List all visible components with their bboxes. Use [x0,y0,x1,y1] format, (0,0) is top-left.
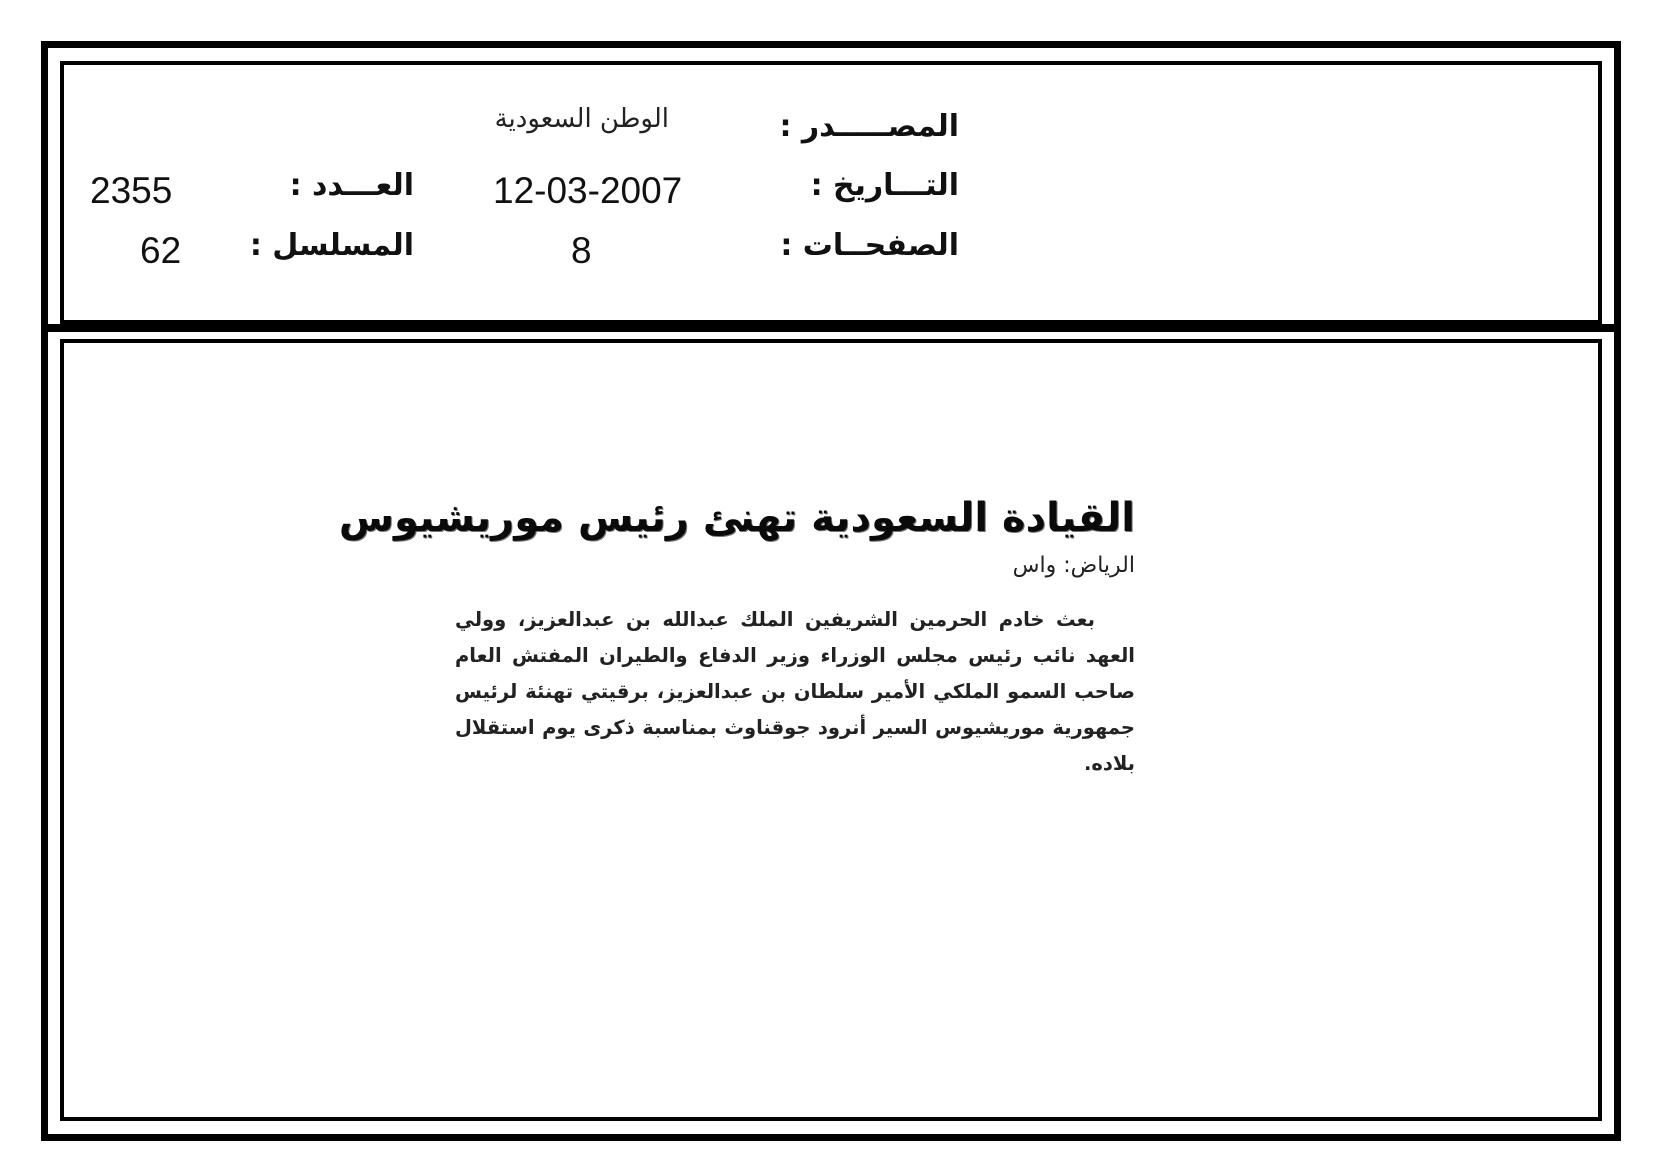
article-dateline: الرياض: واس [1012,553,1135,578]
article-body: بعث خادم الحرمين الشريفين الملك عبدالله بن عبدالعزيز، وولي العهد نائب رئيس مجلس الوزراء وزير الدفاع والطيران المفتش العام صاحب السمو الملكي الأمير سلطان بن عبدالعزيز، برقيتي تهنئة لرئيس جمهورية موريشيوس السير أنرود جوقناوث بمناسبة ذكرى يوم استقلال بلاده. [455,608,1135,775]
date-label: التـــاريخ : [810,168,959,203]
issue-label: العـــدد : [289,168,414,203]
pages-value: 8 [571,230,592,271]
date-value: 12-03-2007 [493,170,683,211]
serial-label: المسلسل : [249,228,414,263]
header-divider [41,324,1621,332]
serial-value: 62 [140,230,182,271]
source-value: الوطن السعودية [494,104,669,134]
source-label: المصـــــدر : [779,109,959,144]
news-clipping [338,490,1135,782]
pages-label: الصفحــات : [780,228,959,263]
article-headline: القيادة السعودية تهنئ رئيس موريشيوس [338,495,1135,541]
issue-value: 2355 [90,170,173,211]
